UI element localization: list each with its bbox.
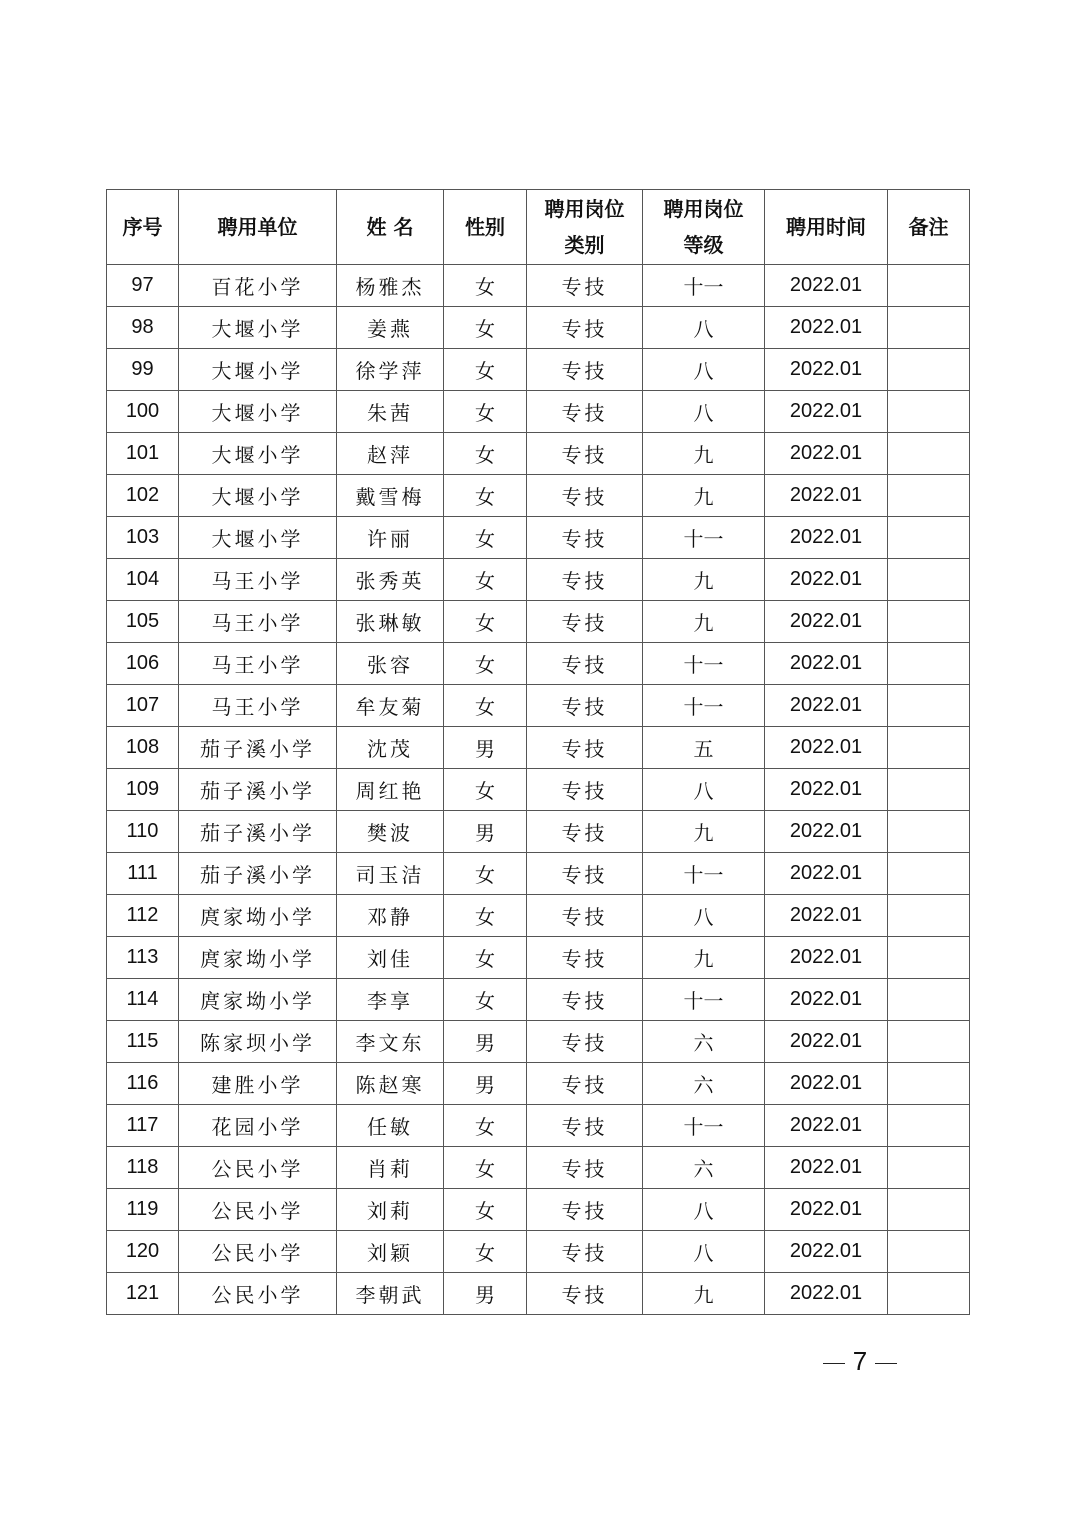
cell-date: 2022.01 <box>765 979 888 1021</box>
cell-remarks <box>888 307 970 349</box>
header-post-grade <box>643 190 765 265</box>
header-unit <box>179 190 337 265</box>
cell-date: 2022.01 <box>765 433 888 475</box>
cell-serial: 112 <box>107 895 179 937</box>
cell-gender: 女 <box>444 769 527 811</box>
cell-gender: 女 <box>444 559 527 601</box>
cell-post-category: 专技 <box>527 1105 643 1147</box>
cell-gender: 女 <box>444 601 527 643</box>
cell-remarks <box>888 1273 970 1315</box>
header-line: 类别 <box>564 233 605 257</box>
header-line: 序号 <box>122 215 163 239</box>
cell-remarks <box>888 1105 970 1147</box>
cell-gender: 女 <box>444 685 527 727</box>
cell-remarks <box>888 601 970 643</box>
table-row <box>107 475 970 517</box>
cell-date: 2022.01 <box>765 727 888 769</box>
cell-unit: 茄子溪小学 <box>179 853 337 895</box>
header-name <box>337 190 444 265</box>
cell-gender: 男 <box>444 1273 527 1315</box>
cell-gender: 女 <box>444 391 527 433</box>
cell-unit: 大堰小学 <box>179 475 337 517</box>
cell-serial: 104 <box>107 559 179 601</box>
cell-post-category: 专技 <box>527 349 643 391</box>
cell-serial: 98 <box>107 307 179 349</box>
cell-post-grade: 五 <box>643 727 765 769</box>
cell-name: 牟友菊 <box>337 685 444 727</box>
header-serial <box>107 190 179 265</box>
cell-unit: 大堰小学 <box>179 307 337 349</box>
cell-name: 许丽 <box>337 517 444 559</box>
cell-post-category: 专技 <box>527 685 643 727</box>
cell-gender: 女 <box>444 1147 527 1189</box>
cell-serial: 106 <box>107 643 179 685</box>
cell-remarks <box>888 433 970 475</box>
cell-serial: 108 <box>107 727 179 769</box>
cell-remarks <box>888 559 970 601</box>
cell-post-category: 专技 <box>527 643 643 685</box>
cell-name: 李享 <box>337 979 444 1021</box>
cell-serial: 99 <box>107 349 179 391</box>
cell-unit: 陈家坝小学 <box>179 1021 337 1063</box>
header-date <box>765 190 888 265</box>
cell-name: 李文东 <box>337 1021 444 1063</box>
page-number <box>810 1346 910 1377</box>
cell-serial: 102 <box>107 475 179 517</box>
cell-name: 沈茂 <box>337 727 444 769</box>
table-row <box>107 979 970 1021</box>
cell-remarks <box>888 979 970 1021</box>
page-number-value: 7 <box>852 1346 868 1376</box>
table-row <box>107 265 970 307</box>
cell-post-grade: 九 <box>643 601 765 643</box>
cell-post-grade: 六 <box>643 1021 765 1063</box>
cell-gender: 女 <box>444 1231 527 1273</box>
cell-post-category: 专技 <box>527 1189 643 1231</box>
cell-date: 2022.01 <box>765 1231 888 1273</box>
cell-gender: 女 <box>444 475 527 517</box>
cell-post-grade: 九 <box>643 811 765 853</box>
cell-post-grade: 九 <box>643 937 765 979</box>
table-row <box>107 727 970 769</box>
cell-unit: 庹家坳小学 <box>179 979 337 1021</box>
cell-post-category: 专技 <box>527 727 643 769</box>
cell-date: 2022.01 <box>765 937 888 979</box>
table-row <box>107 1105 970 1147</box>
cell-post-grade: 八 <box>643 1189 765 1231</box>
cell-unit: 百花小学 <box>179 265 337 307</box>
cell-name: 张容 <box>337 643 444 685</box>
cell-unit: 庹家坳小学 <box>179 937 337 979</box>
cell-unit: 大堰小学 <box>179 391 337 433</box>
header-line: 聘用岗位 <box>544 197 625 221</box>
cell-remarks <box>888 895 970 937</box>
cell-date: 2022.01 <box>765 1189 888 1231</box>
header-line: 等级 <box>683 233 724 257</box>
cell-post-grade: 九 <box>643 1273 765 1315</box>
header-gender <box>444 190 527 265</box>
cell-remarks <box>888 1147 970 1189</box>
cell-date: 2022.01 <box>765 895 888 937</box>
cell-post-category: 专技 <box>527 1231 643 1273</box>
cell-gender: 男 <box>444 811 527 853</box>
table-row <box>107 685 970 727</box>
cell-unit: 公民小学 <box>179 1147 337 1189</box>
cell-gender: 女 <box>444 937 527 979</box>
cell-remarks <box>888 1231 970 1273</box>
cell-date: 2022.01 <box>765 517 888 559</box>
cell-gender: 男 <box>444 1063 527 1105</box>
header-post-category <box>527 190 643 265</box>
cell-post-category: 专技 <box>527 475 643 517</box>
cell-serial: 113 <box>107 937 179 979</box>
cell-date: 2022.01 <box>765 853 888 895</box>
cell-name: 张琳敏 <box>337 601 444 643</box>
cell-unit: 茄子溪小学 <box>179 727 337 769</box>
cell-name: 司玉洁 <box>337 853 444 895</box>
cell-remarks <box>888 853 970 895</box>
cell-remarks <box>888 937 970 979</box>
cell-post-category: 专技 <box>527 601 643 643</box>
cell-post-category: 专技 <box>527 937 643 979</box>
cell-post-grade: 九 <box>643 475 765 517</box>
cell-post-category: 专技 <box>527 1063 643 1105</box>
table-row <box>107 1273 970 1315</box>
table-row <box>107 559 970 601</box>
table-row <box>107 1147 970 1189</box>
cell-remarks <box>888 1021 970 1063</box>
cell-post-grade: 六 <box>643 1063 765 1105</box>
header-line: 备注 <box>908 215 949 239</box>
cell-post-grade: 八 <box>643 307 765 349</box>
cell-serial: 110 <box>107 811 179 853</box>
cell-gender: 男 <box>444 1021 527 1063</box>
cell-unit: 大堰小学 <box>179 433 337 475</box>
cell-serial: 118 <box>107 1147 179 1189</box>
cell-unit: 花园小学 <box>179 1105 337 1147</box>
cell-name: 刘佳 <box>337 937 444 979</box>
cell-post-category: 专技 <box>527 1273 643 1315</box>
dash-right <box>875 1363 897 1364</box>
cell-serial: 107 <box>107 685 179 727</box>
table-row <box>107 1063 970 1105</box>
cell-unit: 公民小学 <box>179 1231 337 1273</box>
cell-date: 2022.01 <box>765 307 888 349</box>
cell-unit: 茄子溪小学 <box>179 769 337 811</box>
table-body <box>107 265 970 1315</box>
cell-unit: 大堰小学 <box>179 517 337 559</box>
cell-remarks <box>888 727 970 769</box>
cell-remarks <box>888 1063 970 1105</box>
cell-unit: 建胜小学 <box>179 1063 337 1105</box>
cell-name: 杨雅杰 <box>337 265 444 307</box>
cell-serial: 101 <box>107 433 179 475</box>
cell-post-category: 专技 <box>527 307 643 349</box>
header-remarks <box>888 190 970 265</box>
cell-gender: 女 <box>444 895 527 937</box>
cell-unit: 马王小学 <box>179 685 337 727</box>
cell-serial: 109 <box>107 769 179 811</box>
cell-name: 邓静 <box>337 895 444 937</box>
cell-post-grade: 九 <box>643 433 765 475</box>
cell-unit: 公民小学 <box>179 1189 337 1231</box>
cell-unit: 公民小学 <box>179 1273 337 1315</box>
cell-serial: 105 <box>107 601 179 643</box>
cell-date: 2022.01 <box>765 265 888 307</box>
cell-date: 2022.01 <box>765 1273 888 1315</box>
cell-remarks <box>888 685 970 727</box>
cell-gender: 女 <box>444 307 527 349</box>
table-row <box>107 643 970 685</box>
header-row <box>107 190 970 265</box>
cell-gender: 女 <box>444 349 527 391</box>
table-row <box>107 937 970 979</box>
cell-date: 2022.01 <box>765 349 888 391</box>
cell-post-grade: 十一 <box>643 685 765 727</box>
cell-date: 2022.01 <box>765 685 888 727</box>
table-row <box>107 1189 970 1231</box>
cell-remarks <box>888 475 970 517</box>
cell-post-grade: 九 <box>643 559 765 601</box>
header-line: 聘用岗位 <box>663 197 744 221</box>
table-row <box>107 349 970 391</box>
cell-gender: 女 <box>444 1189 527 1231</box>
cell-name: 戴雪梅 <box>337 475 444 517</box>
cell-date: 2022.01 <box>765 1147 888 1189</box>
table-row <box>107 517 970 559</box>
table-row <box>107 811 970 853</box>
cell-date: 2022.01 <box>765 559 888 601</box>
cell-unit: 庹家坳小学 <box>179 895 337 937</box>
cell-remarks <box>888 265 970 307</box>
cell-unit: 马王小学 <box>179 643 337 685</box>
cell-post-category: 专技 <box>527 769 643 811</box>
cell-date: 2022.01 <box>765 643 888 685</box>
cell-remarks <box>888 349 970 391</box>
cell-post-grade: 八 <box>643 349 765 391</box>
cell-name: 赵萍 <box>337 433 444 475</box>
cell-name: 李朝武 <box>337 1273 444 1315</box>
dash-left <box>823 1363 845 1364</box>
cell-date: 2022.01 <box>765 1105 888 1147</box>
header-line: 姓 名 <box>366 215 414 239</box>
cell-post-grade: 十一 <box>643 643 765 685</box>
cell-serial: 97 <box>107 265 179 307</box>
cell-post-category: 专技 <box>527 559 643 601</box>
cell-name: 肖莉 <box>337 1147 444 1189</box>
cell-name: 徐学萍 <box>337 349 444 391</box>
cell-gender: 女 <box>444 643 527 685</box>
appointment-table-container <box>106 189 969 1315</box>
cell-post-category: 专技 <box>527 265 643 307</box>
cell-serial: 114 <box>107 979 179 1021</box>
cell-post-category: 专技 <box>527 433 643 475</box>
cell-serial: 121 <box>107 1273 179 1315</box>
cell-post-category: 专技 <box>527 517 643 559</box>
cell-name: 姜燕 <box>337 307 444 349</box>
header-line: 聘用时间 <box>786 215 866 239</box>
appointment-table <box>106 189 970 1315</box>
cell-serial: 119 <box>107 1189 179 1231</box>
cell-unit: 马王小学 <box>179 601 337 643</box>
cell-serial: 120 <box>107 1231 179 1273</box>
cell-serial: 100 <box>107 391 179 433</box>
cell-post-grade: 八 <box>643 769 765 811</box>
cell-name: 朱茜 <box>337 391 444 433</box>
cell-remarks <box>888 811 970 853</box>
cell-remarks <box>888 769 970 811</box>
cell-post-category: 专技 <box>527 853 643 895</box>
cell-name: 樊波 <box>337 811 444 853</box>
table-row <box>107 769 970 811</box>
cell-serial: 103 <box>107 517 179 559</box>
cell-date: 2022.01 <box>765 811 888 853</box>
cell-name: 刘莉 <box>337 1189 444 1231</box>
cell-gender: 女 <box>444 853 527 895</box>
cell-post-grade: 十一 <box>643 265 765 307</box>
cell-name: 周红艳 <box>337 769 444 811</box>
cell-remarks <box>888 391 970 433</box>
table-row <box>107 1021 970 1063</box>
cell-post-grade: 八 <box>643 895 765 937</box>
cell-date: 2022.01 <box>765 601 888 643</box>
cell-post-category: 专技 <box>527 1021 643 1063</box>
cell-post-grade: 八 <box>643 1231 765 1273</box>
cell-remarks <box>888 643 970 685</box>
cell-date: 2022.01 <box>765 475 888 517</box>
cell-post-grade: 十一 <box>643 979 765 1021</box>
cell-post-grade: 十一 <box>643 1105 765 1147</box>
cell-remarks <box>888 1189 970 1231</box>
table-row <box>107 433 970 475</box>
table-row <box>107 307 970 349</box>
cell-unit: 马王小学 <box>179 559 337 601</box>
cell-serial: 116 <box>107 1063 179 1105</box>
table-row <box>107 1231 970 1273</box>
cell-post-category: 专技 <box>527 391 643 433</box>
cell-date: 2022.01 <box>765 1063 888 1105</box>
cell-post-category: 专技 <box>527 895 643 937</box>
cell-remarks <box>888 517 970 559</box>
header-line: 性别 <box>465 215 505 239</box>
table-row <box>107 391 970 433</box>
table-row <box>107 895 970 937</box>
cell-date: 2022.01 <box>765 1021 888 1063</box>
cell-gender: 女 <box>444 979 527 1021</box>
cell-post-grade: 八 <box>643 391 765 433</box>
cell-date: 2022.01 <box>765 391 888 433</box>
cell-serial: 117 <box>107 1105 179 1147</box>
cell-gender: 女 <box>444 433 527 475</box>
cell-unit: 大堰小学 <box>179 349 337 391</box>
cell-post-category: 专技 <box>527 1147 643 1189</box>
table-row <box>107 601 970 643</box>
cell-unit: 茄子溪小学 <box>179 811 337 853</box>
cell-gender: 男 <box>444 727 527 769</box>
cell-serial: 115 <box>107 1021 179 1063</box>
cell-gender: 女 <box>444 265 527 307</box>
cell-post-grade: 六 <box>643 1147 765 1189</box>
cell-post-category: 专技 <box>527 979 643 1021</box>
cell-serial: 111 <box>107 853 179 895</box>
header-line: 聘用单位 <box>217 215 298 239</box>
cell-gender: 女 <box>444 517 527 559</box>
cell-post-category: 专技 <box>527 811 643 853</box>
cell-name: 陈赵寒 <box>337 1063 444 1105</box>
table-row <box>107 853 970 895</box>
cell-name: 张秀英 <box>337 559 444 601</box>
cell-name: 任敏 <box>337 1105 444 1147</box>
cell-gender: 女 <box>444 1105 527 1147</box>
cell-name: 刘颖 <box>337 1231 444 1273</box>
cell-post-grade: 十一 <box>643 853 765 895</box>
cell-date: 2022.01 <box>765 769 888 811</box>
cell-post-grade: 十一 <box>643 517 765 559</box>
